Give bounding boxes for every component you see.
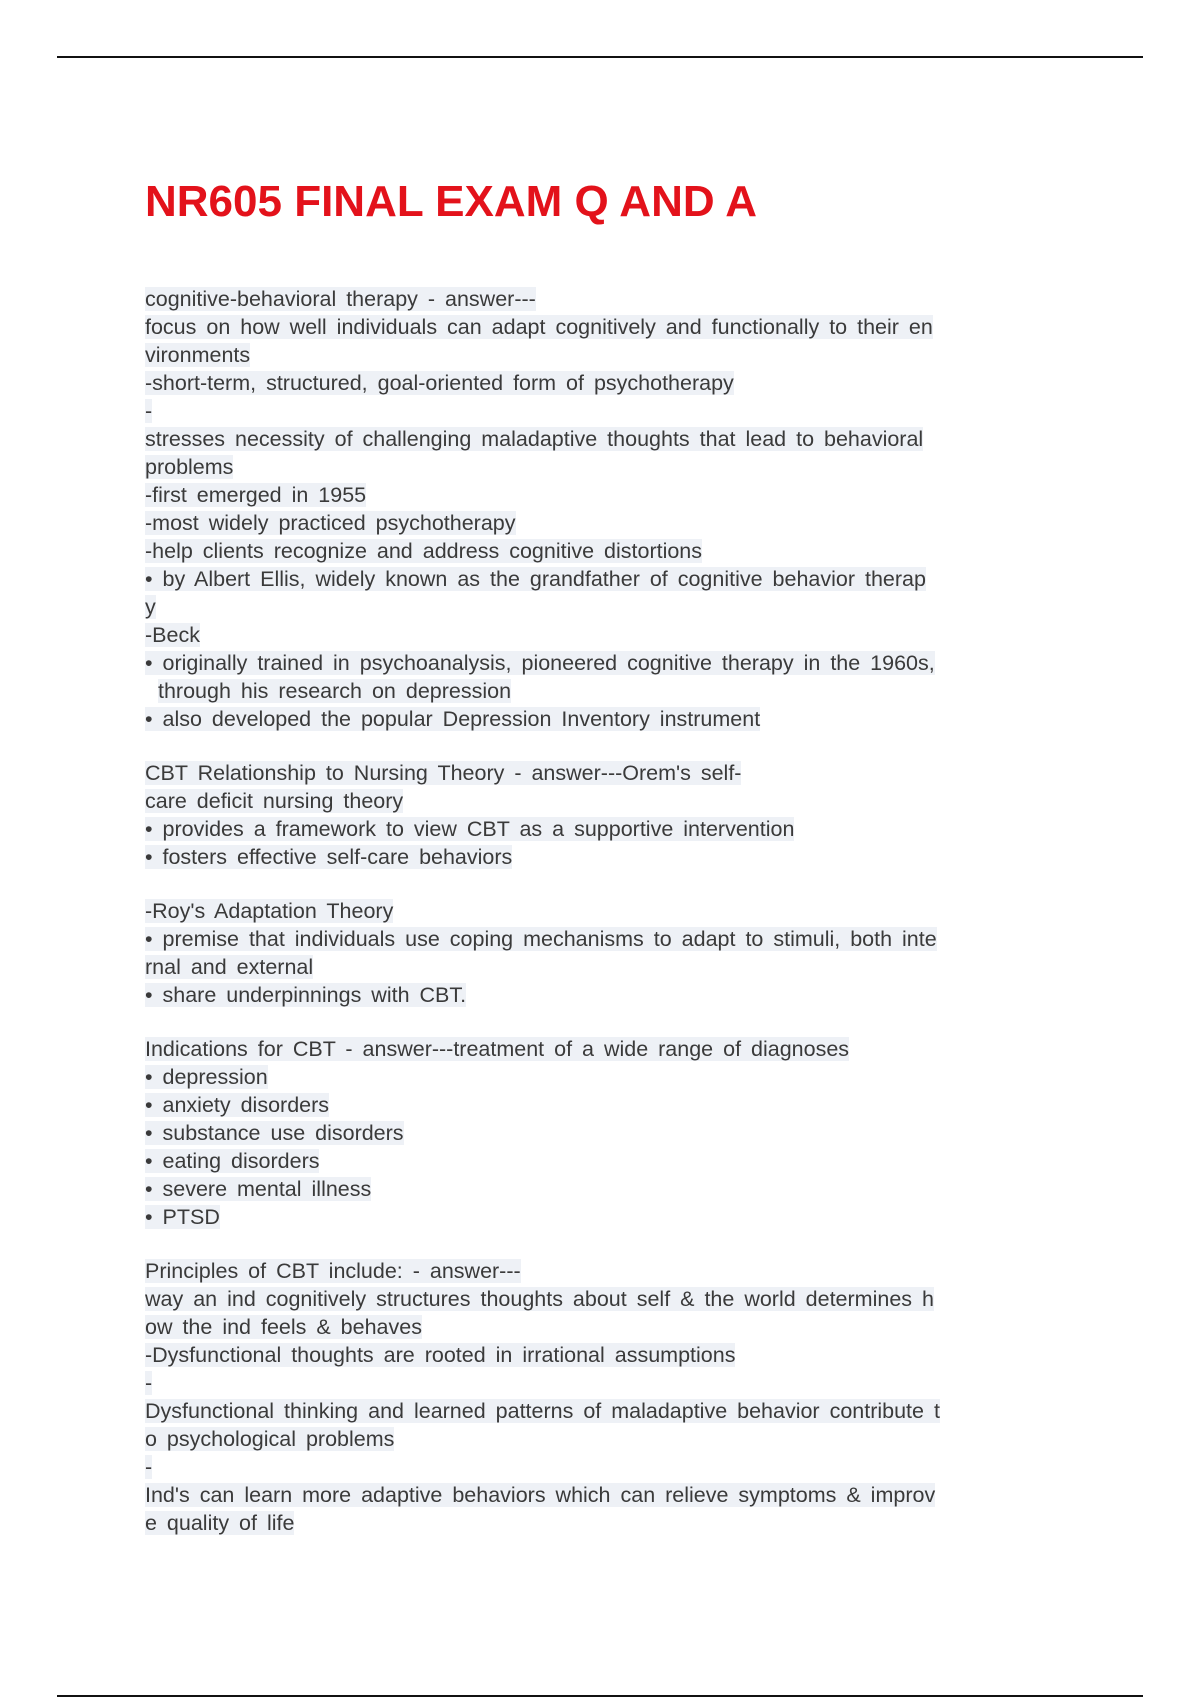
text-line: problems — [145, 455, 234, 479]
text-line: • eating disorders — [145, 1149, 320, 1173]
text-line: • also developed the popular Depression Inventory instrument — [145, 707, 761, 731]
qa-block — [145, 1035, 1055, 1231]
text-line: through his research on depression — [158, 679, 512, 703]
text-line: - — [145, 1371, 153, 1395]
text-line: -Beck — [145, 623, 200, 647]
text-line: • depression — [145, 1065, 268, 1089]
text-line: • severe mental illness — [145, 1177, 372, 1201]
document-body — [145, 285, 1055, 1563]
text-line: • anxiety disorders — [145, 1093, 330, 1117]
text-line: • substance use disorders — [145, 1121, 404, 1145]
text-line: CBT Relationship to Nursing Theory - answer---Orem's self- — [145, 761, 742, 785]
text-line: • originally trained in psychoanalysis, pioneered cognitive therapy in the 1960s, — [145, 651, 935, 675]
top-rule — [57, 56, 1143, 58]
text-line: -most widely practiced psychotherapy — [145, 511, 516, 535]
qa-block — [145, 285, 1055, 733]
qa-block — [145, 897, 1055, 1009]
text-line: way an ind cognitively structures thoughts about self & the world determines h — [145, 1287, 934, 1311]
text-line: -Roy's Adaptation Theory — [145, 899, 394, 923]
text-line: Ind's can learn more adaptive behaviors which can relieve symptoms & improv — [145, 1483, 936, 1507]
text-line: vironments — [145, 343, 251, 367]
text-line: -Dysfunctional thoughts are rooted in irrational assumptions — [145, 1343, 736, 1367]
text-line: -short-term, structured, goal-oriented form of psychotherapy — [145, 371, 734, 395]
text-line: • fosters effective self-care behaviors — [145, 845, 513, 869]
text-line: • PTSD — [145, 1205, 220, 1229]
text-line: ow the ind feels & behaves — [145, 1315, 422, 1339]
text-line: y — [145, 595, 156, 619]
text-line: o psychological problems — [145, 1427, 395, 1451]
text-line: -help clients recognize and address cognitive distortions — [145, 539, 703, 563]
text-line: focus on how well individuals can adapt cognitively and functionally to their en — [145, 315, 933, 339]
text-line: e quality of life — [145, 1511, 295, 1535]
text-line: - — [145, 1455, 153, 1479]
text-line: • provides a framework to view CBT as a supportive intervention — [145, 817, 795, 841]
text-line: • premise that individuals use coping mechanisms to adapt to stimuli, both inte — [145, 927, 937, 951]
text-line: Principles of CBT include: - answer--- — [145, 1259, 521, 1283]
text-line: Indications for CBT - answer---treatment of a wide range of diagnoses — [145, 1037, 850, 1061]
text-line: - — [145, 399, 153, 423]
text-line: Dysfunctional thinking and learned patterns of maladaptive behavior contribute t — [145, 1399, 940, 1423]
text-line: rnal and external — [145, 955, 314, 979]
text-line: • share underpinnings with CBT. — [145, 983, 467, 1007]
text-line: care deficit nursing theory — [145, 789, 404, 813]
text-line: stresses necessity of challenging maladaptive thoughts that lead to behavioral — [145, 427, 924, 451]
bottom-rule — [57, 1695, 1143, 1697]
text-line: • by Albert Ellis, widely known as the grandfather of cognitive behavior therap — [145, 567, 926, 591]
text-line: cognitive-behavioral therapy - answer--- — [145, 287, 536, 311]
text-line: -first emerged in 1955 — [145, 483, 367, 507]
document-title: NR605 FINAL EXAM Q AND A — [145, 177, 758, 226]
qa-block — [145, 1257, 1055, 1537]
qa-block — [145, 759, 1055, 871]
